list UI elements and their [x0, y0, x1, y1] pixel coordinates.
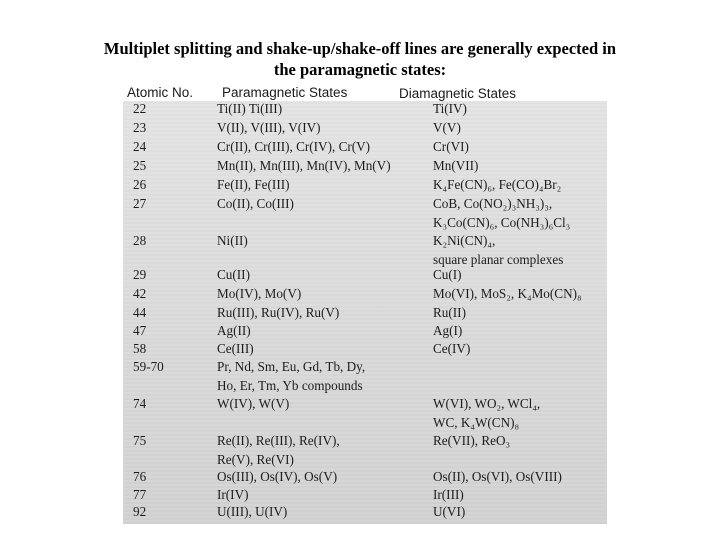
- diamagnetic-cell: [433, 100, 467, 119]
- paramagnetic-cell-line: Ru(III), Ru(IV), Ru(V): [217, 305, 340, 320]
- diamagnetic-cell: [433, 266, 462, 285]
- paramagnetic-cell-line: Ag(II): [217, 323, 251, 338]
- paramagnetic-cell-line: Co(II), Co(III): [217, 196, 294, 211]
- paramagnetic-cell-line: Ir(IV): [217, 487, 249, 502]
- atomic-number-cell: 23: [133, 120, 147, 135]
- header-diamagnetic: Diamagnetic States: [399, 86, 517, 101]
- diamagnetic-cell: [433, 322, 462, 341]
- paramagnetic-cell: [217, 503, 287, 522]
- diamagnetic-cell-line: U(VI): [433, 504, 466, 519]
- diamagnetic-cell-line: Ce(IV): [433, 341, 471, 356]
- diamagnetic-cell: [433, 340, 470, 359]
- atomic-number-cell: 26: [133, 177, 147, 192]
- diamagnetic-cell-line: Mn(VII): [433, 158, 479, 173]
- diamagnetic-cell-line: Ti(IV): [433, 101, 467, 116]
- paramagnetic-cell-line: Cr(II), Cr(III), Cr(IV), Cr(V): [217, 139, 371, 154]
- diamagnetic-cell: [433, 395, 540, 432]
- paramagnetic-cell: [217, 195, 294, 214]
- atomic-number-cell: 76: [133, 469, 147, 484]
- diamagnetic-cell-line: Ag(I): [433, 323, 463, 338]
- atomic-number-cell: 77: [133, 487, 147, 502]
- paramagnetic-cell: [217, 304, 339, 323]
- atomic-number-cell: 27: [133, 196, 147, 211]
- diamagnetic-cell-line: Ir(III): [433, 487, 464, 502]
- paramagnetic-cell-line: W(IV), W(V): [217, 396, 290, 411]
- table-body: [123, 84, 607, 524]
- paramagnetic-cell: [217, 232, 248, 251]
- paramagnetic-cell: [217, 432, 340, 469]
- heading-line-1: Multiplet splitting and shake-up/shake-off lines are generally expected in: [103, 39, 617, 58]
- atomic-number-cell: 22: [133, 101, 147, 116]
- diamagnetic-cell-line: Ru(II): [433, 305, 466, 320]
- paramagnetic-cell: [217, 138, 370, 157]
- diamagnetic-cell: [433, 157, 478, 176]
- paramagnetic-cell: [217, 119, 321, 138]
- atomic-number-cell: 25: [133, 158, 147, 173]
- diamagnetic-cell: [433, 486, 464, 505]
- slide-heading: [0, 38, 720, 80]
- diamagnetic-cell: [433, 304, 466, 323]
- paramagnetic-cell: [217, 266, 250, 285]
- diamagnetic-cell: [433, 176, 561, 195]
- paramagnetic-cell-line: V(II), V(III), V(IV): [217, 120, 321, 135]
- diamagnetic-cell: [433, 138, 469, 157]
- atomic-number-cell: 58: [133, 341, 147, 356]
- paramagnetic-cell: [217, 358, 365, 395]
- paramagnetic-cell: [217, 468, 337, 487]
- paramagnetic-cell-line: Re(V), Re(VI): [217, 451, 294, 467]
- paramagnetic-cell: [217, 100, 282, 119]
- diamagnetic-cell-line: K₃Co(CN)₆, Co(NH₃)₆Cl₃: [433, 214, 571, 230]
- paramagnetic-cell: [217, 176, 290, 195]
- header-atomic-no: Atomic No.: [127, 85, 194, 100]
- paramagnetic-cell-line: Re(II), Re(III), Re(IV),: [217, 433, 340, 448]
- atomic-number-cell: 47: [133, 323, 147, 338]
- diamagnetic-cell: [433, 195, 570, 232]
- scanned-table-image: [123, 84, 607, 524]
- atomic-number-cell: 28: [133, 233, 147, 248]
- diamagnetic-cell-line: square planar complexes: [433, 251, 564, 267]
- paramagnetic-cell-line: Fe(II), Fe(III): [217, 177, 290, 192]
- diamagnetic-cell-line: CoB, Co(NO₂)₃NH₃)₃,: [433, 196, 553, 211]
- paramagnetic-cell-line: Ni(II): [217, 233, 248, 248]
- diamagnetic-cell-line: Cu(I): [433, 267, 462, 282]
- paramagnetic-cell-line: Mo(IV), Mo(V): [217, 286, 302, 301]
- atomic-number-cell: 24: [133, 139, 147, 154]
- heading-line-2: the paramagnetic states:: [273, 60, 447, 79]
- diamagnetic-cell-line: K₂Ni(CN)₄,: [433, 233, 496, 248]
- diamagnetic-cell-line: V(V): [433, 120, 461, 135]
- paramagnetic-cell-line: Ti(II) Ti(III): [217, 101, 283, 116]
- paramagnetic-cell-line: Ho, Er, Tm, Yb compounds: [217, 377, 363, 393]
- paramagnetic-cell: [217, 322, 251, 341]
- atomic-number-cell: 75: [133, 433, 147, 448]
- atomic-number-cell: 29: [133, 267, 147, 282]
- paramagnetic-cell-line: Cu(II): [217, 267, 250, 282]
- atomic-number-cell: 44: [133, 305, 147, 320]
- atomic-number-cell: 42: [133, 286, 147, 301]
- diamagnetic-cell: [433, 468, 562, 487]
- diamagnetic-cell-line: Cr(VI): [433, 139, 469, 154]
- paramagnetic-cell-line: Pr, Nd, Sm, Eu, Gd, Tb, Dy,: [217, 359, 366, 374]
- diamagnetic-cell-line: K₄Fe(CN)₆, Fe(CO)₄Br₂: [433, 177, 562, 192]
- atomic-number-cell: 74: [133, 396, 147, 411]
- atomic-number-cell: 92: [133, 504, 147, 519]
- diamagnetic-cell: [433, 285, 582, 304]
- diamagnetic-cell: [433, 232, 563, 269]
- atomic-number-cell: 59-70: [133, 359, 164, 374]
- paramagnetic-cell: [217, 340, 254, 359]
- paramagnetic-cell-line: Mn(II), Mn(III), Mn(IV), Mn(V): [217, 158, 391, 173]
- diamagnetic-cell-line: W(VI), WO₂, WCl₄,: [433, 396, 541, 411]
- paramagnetic-cell-line: U(III), U(IV): [217, 504, 288, 519]
- paramagnetic-cell-line: Ce(III): [217, 341, 254, 356]
- paramagnetic-cell: [217, 486, 248, 505]
- diamagnetic-cell: [433, 503, 465, 522]
- diamagnetic-cell: [433, 432, 510, 451]
- diamagnetic-cell: [433, 119, 461, 138]
- diamagnetic-cell-line: Mo(VI), MoS₂, K₄Mo(CN)₈: [433, 286, 582, 301]
- header-paramagnetic: Paramagnetic States: [222, 85, 348, 100]
- diamagnetic-cell-line: WC, K₄W(CN)₈: [433, 414, 520, 430]
- paramagnetic-cell: [217, 157, 391, 176]
- diamagnetic-cell-line: Os(II), Os(VI), Os(VIII): [433, 469, 562, 484]
- paramagnetic-cell: [217, 285, 301, 304]
- paramagnetic-cell: [217, 395, 289, 414]
- diamagnetic-cell-line: Re(VII), ReO₃: [433, 433, 511, 448]
- paramagnetic-cell-line: Os(III), Os(IV), Os(V): [217, 469, 338, 484]
